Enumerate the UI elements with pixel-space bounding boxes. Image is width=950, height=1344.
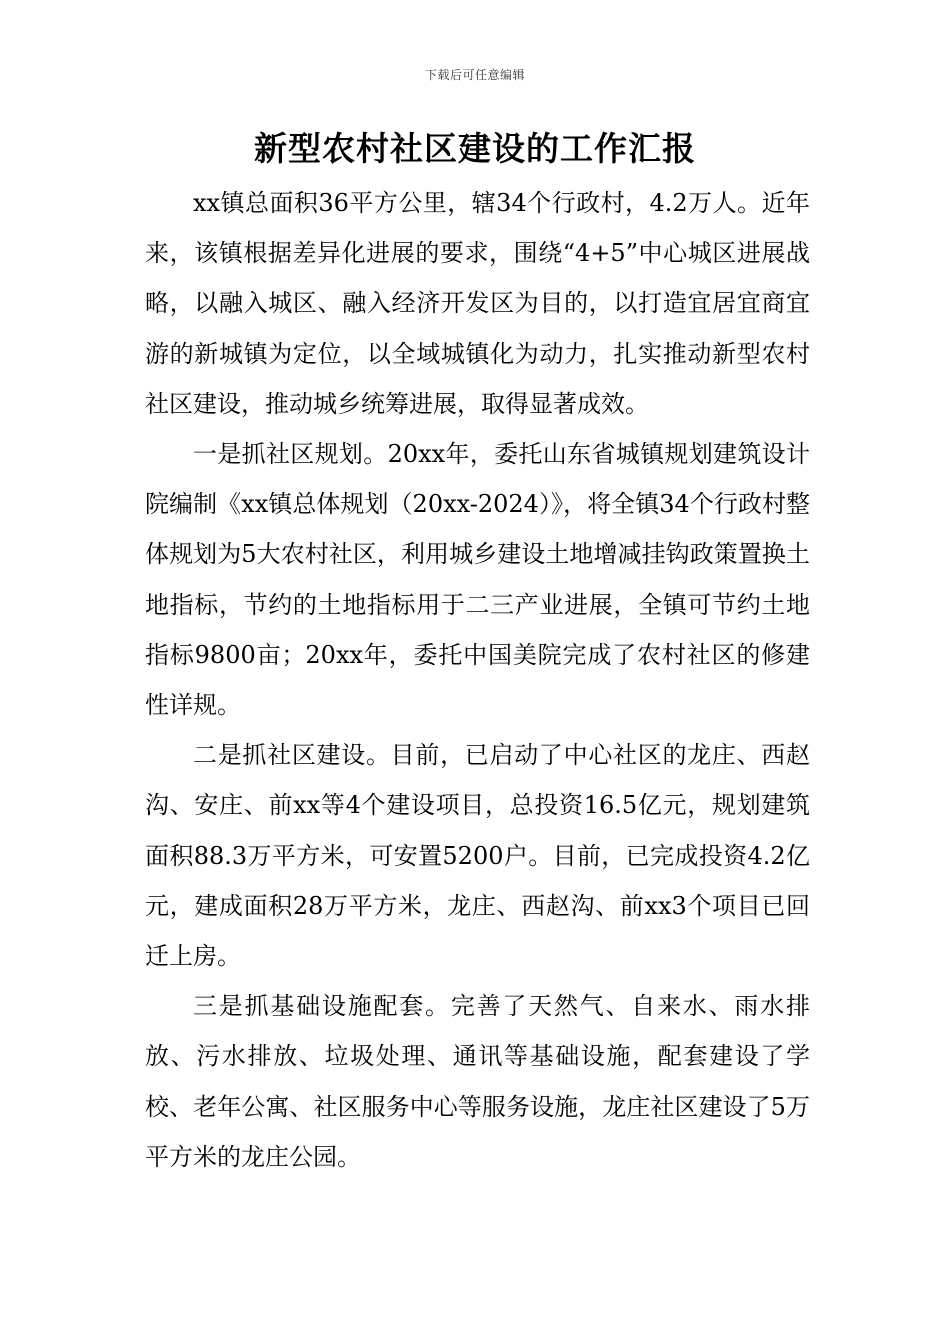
header-note: 下载后可任意编辑 [424,68,525,82]
document-body [145,178,810,1182]
paragraph-planning: 一是抓社区规划。20xx年，委托山东省城镇规划建筑设计院编制《xx镇总体规划（20xx-2024）》，将全镇34个行政村整体规划为5大农村社区，利用城乡建设土地增减挂钩政策置换土地指标，节约的土地指标用于二三产业进展，全镇可节约土地指标9800亩；20xx年，委托中国美院完成了农村社区的修建性详规。 [145,440,810,720]
document-title: 新型农村社区建设的工作汇报 [254,129,696,168]
paragraph-construction: 二是抓社区建设。目前，已启动了中心社区的龙庄、西赵沟、安庄、前xx等4个建设项目，总投资16.5亿元，规划建筑面积88.3万平方米，可安置5200户。目前，已完成投资4.2亿元，建成面积28万平方米，龙庄、西赵沟、前xx3个项目已回迁上房。 [145,741,810,971]
paragraph-infrastructure: 三是抓基础设施配套。完善了天然气、自来水、雨水排放、污水排放、垃圾处理、通讯等基础设施，配套建设了学校、老年公寓、社区服务中心等服务设施，龙庄社区建设了5万平方米的龙庄公园。 [145,992,810,1171]
paragraph-intro: xx镇总面积36平方公里，辖34个行政村，4.2万人。近年来，该镇根据差异化进展的要求，围绕“4+5”中心城区进展战略，以融入城区、融入经济开发区为目的，以打造宜居宜商宜游的新城镇为定位，以全域城镇化为动力，扎实推动新型农村社区建设，推动城乡统筹进展，取得显著成效。 [145,189,810,418]
